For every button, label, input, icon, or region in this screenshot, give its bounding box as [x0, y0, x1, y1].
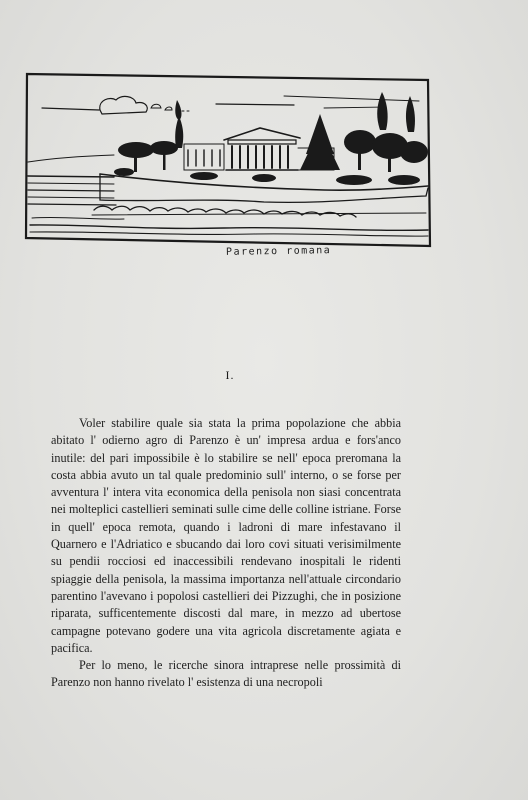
paragraph: Per lo meno, le ricerche sinora intraprese nelle prossimità di Parenzo non hanno rivelato l' esistenza di una necropoli [51, 658, 401, 690]
body-text [51, 415, 401, 692]
frame-border [26, 74, 430, 246]
chapter-number: I. [225, 368, 235, 382]
parenzo-illustration [24, 70, 432, 252]
illustration-caption: Parenzo romana [225, 245, 332, 258]
cloud-shape [100, 96, 147, 114]
paragraph: Voler stabilire quale sia stata la prima popolazione che abbia abitato l' odierno agro di Parenzo è un' impresa ardua e fors'anco inutile: del pari impossibile è lo stabilire se nell' epoca preromana la costa abbia avuto un tal quale predominio sull' interno, o se forse per avventura l' intera vita economica della penisola non siasi concentrata nei molteplici castellieri seminati sulle cime delle colline istriane. Forse in quell' epoca remota, quando i ladroni di mare infestavano il Quarnero e l'Adriatico e sbucando dai loro covi situati verisimilmente su pendii rocciosi ed inaccessibili rendevano inospitali le ridenti spiaggie della penisola, la massima importanza nell'attuale circondario parentino l'avevano i popolosi castellieri dei Pizzughi, che in posizione riparata, sufficentemente discosti dal mare, in mezzo ad ubertose campagne potevano godere una vita agricola discretamente agiata e pacifica. [51, 416, 401, 655]
cypress-tree [175, 116, 183, 148]
temple-pediment [224, 128, 300, 140]
